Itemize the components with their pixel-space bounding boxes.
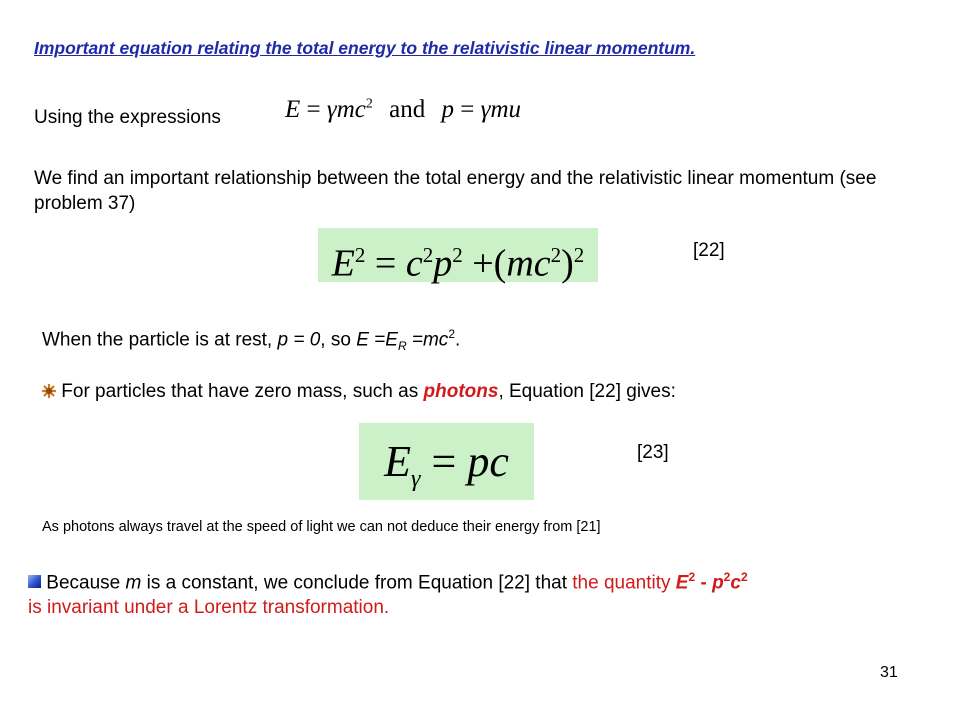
eq-gamma-2: γ bbox=[480, 96, 491, 123]
eq22-sup: 2 bbox=[354, 243, 366, 267]
photons-statement bbox=[42, 379, 676, 404]
rest-sup: 2 bbox=[448, 327, 455, 341]
rest-sub: R bbox=[397, 339, 407, 354]
rest-mc: =mc bbox=[406, 329, 449, 351]
page-number: 31 bbox=[880, 664, 898, 681]
eq23-E: E bbox=[384, 437, 412, 486]
eq23-pc: pc bbox=[467, 437, 509, 486]
rest-p0: p = 0 bbox=[277, 329, 321, 351]
square-bullet-icon bbox=[28, 575, 41, 588]
eq-mu: mu bbox=[490, 96, 522, 123]
rest-E: E =E bbox=[356, 329, 398, 351]
invariant-text: Because bbox=[46, 572, 126, 594]
eq22-sup: 2 bbox=[422, 243, 434, 267]
invariant-sup: 2 bbox=[723, 570, 731, 584]
eq22-paren: ( bbox=[493, 242, 507, 285]
rest-text: , so bbox=[320, 329, 357, 351]
eq-E: E bbox=[285, 96, 301, 123]
eq23-sub: γ bbox=[411, 465, 421, 492]
eq22-sup: 2 bbox=[573, 243, 585, 267]
eq22-sup: 2 bbox=[452, 243, 463, 267]
eq22-equals: = bbox=[374, 242, 397, 285]
expressions-equation bbox=[285, 96, 521, 124]
eq-and: and bbox=[389, 96, 426, 123]
eq22-sup: 2 bbox=[550, 243, 562, 267]
eq-gamma: γ bbox=[326, 96, 337, 123]
invariant-m: m bbox=[125, 572, 142, 594]
invariant-c: c bbox=[730, 572, 741, 594]
eq22-plus: + bbox=[472, 242, 494, 285]
equation-23-ref: [23] bbox=[637, 442, 669, 463]
eq22-c: c bbox=[405, 242, 423, 285]
eq-equals-2: = bbox=[460, 96, 475, 123]
slide-title: Important equation relating the total energy to the relativistic linear momentum. bbox=[34, 38, 696, 58]
invariant-text: is a constant, we conclude from Equation [22] that bbox=[141, 572, 573, 594]
invariant-red-text: is invariant under a Lorentz transformation. bbox=[28, 597, 390, 619]
using-expressions-label: Using the expressions bbox=[34, 107, 221, 128]
photon-note: As photons always travel at the speed of light we can not deduce their energy from [21] bbox=[42, 519, 601, 535]
invariant-E: E bbox=[675, 572, 689, 594]
invariant-sup: 2 bbox=[688, 570, 696, 584]
rest-statement bbox=[42, 322, 460, 359]
photons-highlight: photons bbox=[423, 381, 499, 402]
rest-text: . bbox=[455, 329, 461, 351]
eq22-paren: ) bbox=[561, 242, 574, 285]
relationship-paragraph: We find an important relationship between the total energy and the relativistic linear momentum (see problem 37) bbox=[34, 168, 877, 214]
star-bullet-icon bbox=[42, 384, 56, 398]
eq-p: p bbox=[441, 96, 455, 123]
equation-22-ref: [22] bbox=[693, 240, 725, 261]
equation-22 bbox=[318, 228, 598, 285]
invariant-sup: 2 bbox=[740, 570, 748, 584]
eq22-p: p bbox=[433, 242, 453, 285]
photons-text: For particles that have zero mass, such as bbox=[61, 381, 424, 402]
eq-exp: 2 bbox=[365, 96, 373, 112]
invariant-statement bbox=[28, 565, 928, 620]
eq22-mc: mc bbox=[506, 242, 551, 285]
photons-text: , Equation [22] gives: bbox=[498, 381, 676, 402]
rest-text: When the particle is at rest, bbox=[42, 329, 278, 351]
eq22-E: E bbox=[331, 242, 355, 285]
eq23-equals: = bbox=[431, 437, 457, 486]
invariant-minus: - bbox=[695, 572, 713, 594]
invariant-p: p bbox=[712, 572, 724, 594]
eq-equals: = bbox=[306, 96, 321, 123]
eq-mc: mc bbox=[336, 96, 366, 123]
invariant-red-text: the quantity bbox=[572, 572, 676, 594]
equation-23 bbox=[359, 423, 534, 500]
